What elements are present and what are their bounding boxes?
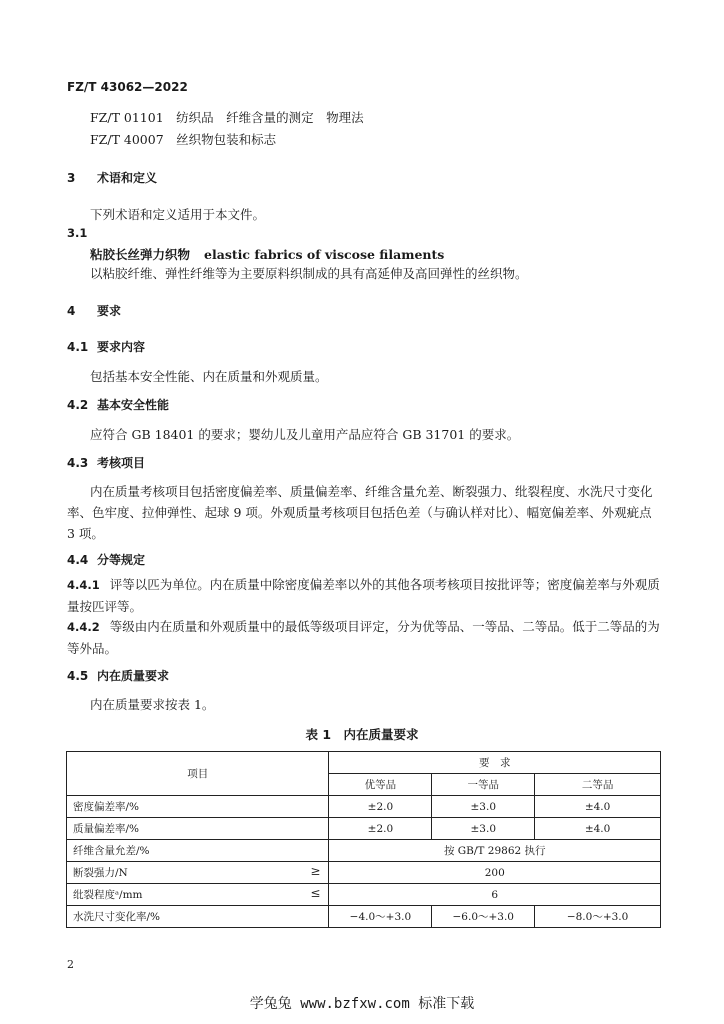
clause-4-4-2 (67, 616, 661, 659)
header-requirements: 要 求 (329, 752, 661, 774)
section-4-4-heading (67, 551, 145, 568)
row-item: 密度偏差率/% (67, 796, 329, 818)
section-4-heading (67, 302, 121, 319)
term-english: elastic fabrics of viscose filaments (204, 247, 445, 262)
section-title: 考核项目 (97, 456, 146, 470)
row-value: ±3.0 (432, 818, 535, 840)
section-4-3-heading (67, 454, 145, 471)
section-number: 3 (67, 171, 76, 185)
section-title: 基本安全性能 (97, 398, 170, 412)
row-value: ±4.0 (535, 818, 661, 840)
section-4-2-heading (67, 396, 169, 413)
row-merged-value: 6 (329, 884, 661, 906)
quality-requirements-table (66, 751, 661, 928)
section-3-heading (67, 169, 157, 186)
section-number: 4.3 (67, 456, 89, 470)
row-value: ±4.0 (535, 796, 661, 818)
row-value: −6.0～+3.0 (432, 906, 535, 928)
table-1-title: 表 1 内在质量要求 (305, 727, 419, 742)
table-row (67, 818, 661, 840)
section-number: 4 (67, 304, 76, 318)
table-row (67, 884, 661, 906)
section-number: 4.2 (67, 398, 89, 412)
section-4-5-text: 内在质量要求按表 1。 (90, 697, 215, 712)
row-merged-value: 按 GB/T 29862 执行 (329, 840, 661, 862)
section-title: 分等规定 (97, 553, 146, 567)
section-4-5-heading (67, 667, 169, 684)
table-header-row (67, 752, 661, 774)
table-row (67, 862, 661, 884)
term-3-1-definition: 以粘胶纤维、弹性纤维等为主要原料织制成的具有高延伸及高回弹性的丝织物。 (90, 266, 528, 281)
row-merged-value: 200 (329, 862, 661, 884)
row-value: −4.0～+3.0 (329, 906, 432, 928)
section-4-2-text: 应符合 GB 18401 的要求；婴幼儿及儿童用产品应符合 GB 31701 的要求。 (90, 427, 520, 442)
term-chinese: 粘胶长丝弹力织物 (90, 247, 191, 262)
row-item: 断裂强力/N (73, 867, 128, 879)
row-item: 水洗尺寸变化率/% (67, 906, 329, 928)
section-3-intro: 下列术语和定义适用于本文件。 (90, 207, 266, 222)
section-title: 术语和定义 (97, 171, 158, 185)
section-title: 要求内容 (97, 340, 146, 354)
term-3-1-number: 3.1 (67, 226, 88, 240)
header-grade-second: 二等品 (535, 774, 661, 796)
section-title: 要求 (97, 304, 122, 318)
less-equal-symbol: ≤ (310, 886, 321, 900)
section-title: 内在质量要求 (97, 669, 170, 683)
reference-fzt-40007: FZ/T 40007 丝织物包装和标志 (90, 132, 277, 147)
term-3-1-title (90, 245, 444, 263)
header-grade-first: 一等品 (432, 774, 535, 796)
footer-watermark: 学兔兔 www.bzfxw.com 标准下载 (249, 996, 475, 1012)
table-row (67, 796, 661, 818)
document-code: FZ/T 43062—2022 (67, 80, 188, 94)
clause-number: 4.4.1 (67, 578, 100, 592)
section-4-1-text: 包括基本安全性能、内在质量和外观质量。 (90, 369, 328, 384)
row-item: 质量偏差率/% (67, 818, 329, 840)
clause-4-4-1 (67, 574, 661, 617)
table-row (67, 906, 661, 928)
section-number: 4.1 (67, 340, 89, 354)
clause-number: 4.4.2 (67, 620, 100, 634)
row-value: ±2.0 (329, 818, 432, 840)
clause-text: 等级由内在质量和外观质量中的最低等级项目评定，分为优等品、一等品、二等品。低于二等品的为等外品。 (67, 619, 660, 656)
table-row (67, 840, 661, 862)
row-item-cell (67, 862, 329, 884)
row-value: ±3.0 (432, 796, 535, 818)
row-item: 纰裂程度ᵃ/mm (73, 889, 143, 901)
page-number: 2 (67, 958, 74, 971)
reference-fzt-01101: FZ/T 01101 纺织品 纤维含量的测定 物理法 (90, 110, 364, 125)
clause-text: 评等以匹为单位。内在质量中除密度偏差率以外的其他各项考核项目按批评等；密度偏差率与外观质量按匹评等。 (67, 577, 660, 614)
row-item-cell (67, 884, 329, 906)
section-number: 4.5 (67, 669, 89, 683)
section-4-1-heading (67, 338, 145, 355)
row-value: ±2.0 (329, 796, 432, 818)
header-item: 项目 (67, 752, 329, 796)
section-number: 4.4 (67, 553, 89, 567)
greater-equal-symbol: ≥ (310, 864, 321, 878)
row-item: 纤维含量允差/% (67, 840, 329, 862)
section-4-3-text: 内在质量考核项目包括密度偏差率、质量偏差率、纤维含量允差、断裂强力、纰裂程度、水洗尺寸变化率、色牢度、拉伸弹性、起球 9 项。外观质量考核项目包括色差（与确认样对比）、幅宽偏差率、外观疵点 3 项。 (67, 484, 653, 541)
row-value: −8.0～+3.0 (535, 906, 661, 928)
header-grade-superior: 优等品 (329, 774, 432, 796)
